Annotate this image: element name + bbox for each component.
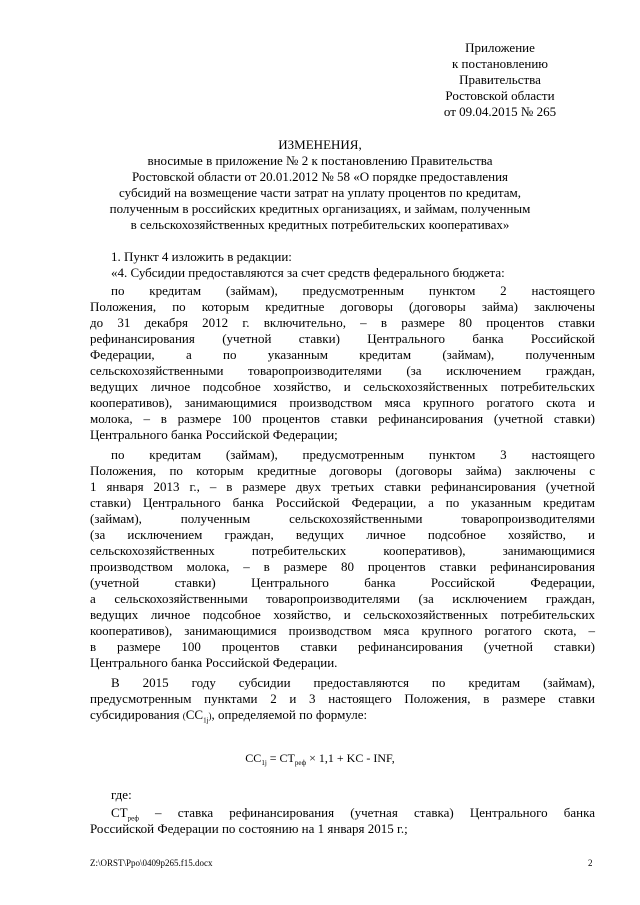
- formula-lhs-subscript: 1j: [261, 759, 267, 767]
- paragraph-line: (займам), полученным сельскохозяйственными товаропроизводителями: [90, 511, 595, 526]
- definition-text: – ставка рефинансирования (учетная ставка) Центрального банка: [155, 805, 595, 820]
- appendix-line: Ростовской области: [445, 88, 555, 103]
- paragraph-line: Центрального банка Российской Федерации.: [90, 655, 338, 670]
- paragraph-line: субсидирования $(CC_{1j})$, определяемой по формуле:: [90, 707, 368, 725]
- definition-symbol: CT: [111, 805, 128, 820]
- paragraph-line: в размере 100 процентов ставки рефинансирования (учетной ставки): [90, 639, 595, 654]
- inline-variable: CC: [185, 707, 204, 722]
- paragraph-line: Положения, по которым кредитные договоры (договоры займа) заключены: [90, 299, 595, 314]
- paragraph-line: по кредитам (займам), предусмотренным пунктом 3 настоящего: [111, 447, 595, 462]
- page-number: 2: [588, 858, 593, 868]
- appendix-line: Приложение: [465, 40, 535, 55]
- inline-variable-subscript: 1j: [203, 716, 209, 725]
- paragraph-line: по кредитам (займам), предусмотренным пунктом 2 настоящего: [111, 283, 595, 298]
- paragraph-line: ведущих личное подсобное хозяйство, и сельскохозяйственных потребительских: [90, 379, 595, 394]
- paragraph-line: кооперативов), занимающимися производством мяса крупного рогатого скота, –: [90, 623, 595, 638]
- formula-ct-subscript: реф: [294, 759, 307, 767]
- paragraph-line: (учетной ставки) Центрального банка Российской Федерации,: [90, 575, 595, 590]
- paragraph-line: 1 января 2013 г., – в размере двух третьих ставки рефинансирования (учетной: [90, 479, 595, 494]
- formula-lhs: CC: [245, 751, 262, 765]
- paragraph-text: субсидирования: [90, 707, 180, 722]
- paragraph-line: сельскохозяйственных потребительских кооперативов), занимающимися: [90, 543, 595, 558]
- paragraph-line: ставки) Центрального банка Российской Федерации, а по указанным кредитам: [90, 495, 595, 510]
- paragraph-line: производством молока, – в размере 80 процентов ставки рефинансирования: [90, 559, 595, 574]
- paragraph-line: предусмотренным пунктами 2 и 3 настоящего Положения, в размере ставки: [90, 691, 595, 706]
- paragraph-line: кооперативов), занимающимися производством мяса крупного рогатого скота и: [90, 395, 595, 410]
- item-1-heading: 1. Пункт 4 изложить в редакции:: [111, 249, 292, 264]
- subtitle-line: в сельскохозяйственных кредитных потребительских кооперативах»: [130, 217, 510, 232]
- where-label: где:: [111, 787, 132, 802]
- paragraph-line: Центрального банка Российской Федерации;: [90, 427, 338, 442]
- paragraph-line: до 31 декабря 2012 г. включительно, – в размере 80 процентов ставки: [90, 315, 595, 330]
- paragraph-line: а сельскохозяйственными товаропроизводителями (за исключением граждан,: [90, 591, 595, 606]
- appendix-line: Правительства: [459, 72, 541, 87]
- paragraph-line: Положения, по которым кредитные договоры (договоры займа) заключены с: [90, 463, 595, 478]
- subtitle-line: вносимые в приложение № 2 к постановлению Правительства: [147, 153, 493, 168]
- paragraph-line: рефинансирования (учетной ставки) Центрального банка Российской: [90, 331, 595, 346]
- document-title: ИЗМЕНЕНИЯ,: [278, 137, 362, 152]
- paragraph-line: В 2015 году субсидии предоставляются по кредитам (займам),: [111, 675, 595, 690]
- paragraph-line: (за исключением граждан, ведущих личное подсобное хозяйство, и: [90, 527, 595, 542]
- formula-rest: × 1,1 + KC - INF,: [309, 751, 395, 765]
- paragraph-line: молока, – в размере 100 процентов ставки рефинансирования (учетной ставки): [90, 411, 595, 426]
- paragraph-line: сельскохозяйственными товаропроизводителями (за исключением граждан,: [90, 363, 595, 378]
- definition-symbol-subscript: реф: [127, 814, 139, 823]
- subtitle-line: полученным в российских кредитных организациях, и займам, полученным: [109, 201, 531, 216]
- definition-line: Российской Федерации по состоянию на 1 января 2015 г.;: [90, 821, 408, 836]
- appendix-line: от 09.04.2015 № 265: [443, 104, 557, 119]
- subtitle-line: Ростовской области от 20.01.2012 № 58 «О порядке предоставления: [131, 169, 509, 184]
- formula: [0, 750, 640, 771]
- paragraph-line: Федерации, а по указанным кредитам (займам), полученным: [90, 347, 595, 362]
- appendix-line: к постановлению: [451, 56, 549, 71]
- paragraph-intro: «4. Субсидии предоставляются за счет средств федерального бюджета:: [111, 265, 505, 280]
- subtitle-line: субсидий на возмещение части затрат на уплату процентов по кредитам,: [119, 185, 521, 200]
- formula-equals: =: [269, 751, 277, 765]
- formula-ct: CT: [279, 751, 295, 765]
- paragraph-text: , определяемой по формуле:: [211, 707, 368, 722]
- paragraph-line: ведущих личное подсобное хозяйство, и сельскохозяйственных потребительских: [90, 607, 595, 622]
- footer-file-path: Z:\ORST\Ppo\0409p265.f15.docx: [90, 858, 213, 868]
